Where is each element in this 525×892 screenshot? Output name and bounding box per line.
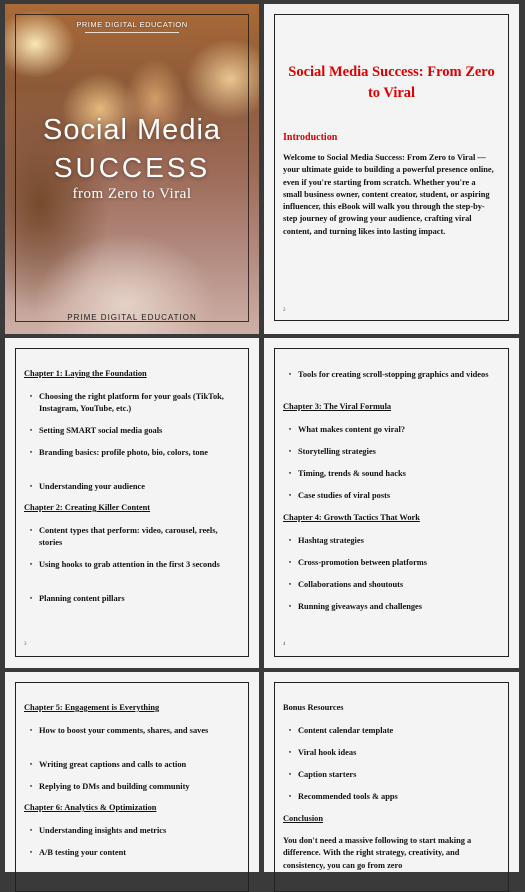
list-item: • Content calendar template xyxy=(289,726,394,735)
list-item: • Tools for creating scroll-stopping graphics and videos xyxy=(289,370,489,379)
list-item: • Content types that perform: video, carousel, reels, stories xyxy=(30,526,218,547)
chapter-5-heading: Chapter 5: Engagement is Everything xyxy=(24,703,160,712)
introduction-text: Welcome to Social Media Success: From Zero to Viral — your ultimate guide to building a powerful presence online, even if you're starting from scratch. Whether you're a small business owner, content creator, student, or aspiring influencer, this eBook will walk you through the step-by-step journey of growing your audience, crafting viral content, and turning likes into lasting impact. xyxy=(283,153,494,236)
list-item: • Running giveaways and challenges xyxy=(289,602,423,611)
list-item: • Branding basics: profile photo, bio, colors, tone xyxy=(30,448,208,457)
list-item: • Using hooks to grab attention in the first 3 seconds xyxy=(30,560,220,569)
cover-top-brand: PRIME DIGITAL EDUCATION xyxy=(76,20,188,29)
page-number: 3 xyxy=(24,642,27,647)
list-item: • Choosing the right platform for your goals (TikTok, Instagram, YouTube, etc.) xyxy=(30,392,224,413)
cover-title-line2: SUCCESS xyxy=(53,152,211,183)
chapter-3-heading: Chapter 3: The Viral Formula xyxy=(283,402,392,411)
conclusion-text: You don't need a massive following to start making a difference. With the right strategy, creativity, and consistency, you can go from zero xyxy=(283,836,472,870)
cover-title-line1: Social Media xyxy=(42,114,222,146)
list-item: • Understanding your audience xyxy=(30,482,145,491)
list-item: • Recommended tools & apps xyxy=(289,792,398,801)
list-item: • Understanding insights and metrics xyxy=(30,826,167,835)
list-item: • Caption starters xyxy=(289,770,357,779)
list-item: • Collaborations and shoutouts xyxy=(289,580,404,589)
page-number: 4 xyxy=(283,642,286,647)
list-item: • Cross-promotion between platforms xyxy=(289,558,428,567)
book-title: Social Media Success: From Zero to Viral xyxy=(288,64,495,101)
list-item: • Setting SMART social media goals xyxy=(30,426,163,435)
list-item: • Timing, trends & sound hacks xyxy=(289,469,406,478)
chapter-2-heading: Chapter 2: Creating Killer Content xyxy=(24,503,151,512)
cover-page xyxy=(5,4,259,334)
page-6 xyxy=(264,672,519,872)
list-item: • Storytelling strategies xyxy=(289,447,376,456)
list-item: • Hashtag strategies xyxy=(289,536,364,545)
page-2 xyxy=(264,4,519,334)
list-item: • Replying to DMs and building community xyxy=(30,782,190,791)
list-item: • Writing great captions and calls to action xyxy=(30,760,187,769)
page-number: 2 xyxy=(283,308,286,313)
chapter-6-heading: Chapter 6: Analytics & Optimization xyxy=(24,803,157,812)
page-4 xyxy=(264,338,519,668)
list-item: • How to boost your comments, shares, and saves xyxy=(30,726,209,735)
list-item: • Viral hook ideas xyxy=(289,748,357,757)
page-3 xyxy=(5,338,259,668)
list-item: • A/B testing your content xyxy=(30,848,127,857)
page-5 xyxy=(5,672,259,872)
chapter-4-heading: Chapter 4: Growth Tactics That Work xyxy=(283,513,420,522)
cover-divider xyxy=(85,32,179,33)
conclusion-heading: Conclusion xyxy=(283,814,324,823)
bonus-resources-heading: Bonus Resources xyxy=(283,703,344,712)
list-item: • What makes content go viral? xyxy=(289,425,406,434)
chapter-1-heading: Chapter 1: Laying the Foundation xyxy=(24,369,147,378)
cover-title-line3: from Zero to Viral xyxy=(72,186,192,202)
list-item: • Planning content pillars xyxy=(30,594,125,603)
introduction-heading: Introduction xyxy=(283,132,338,143)
cover-bottom-brand: PRIME DIGITAL EDUCATION xyxy=(67,313,197,322)
list-item: • Case studies of viral posts xyxy=(289,491,391,500)
